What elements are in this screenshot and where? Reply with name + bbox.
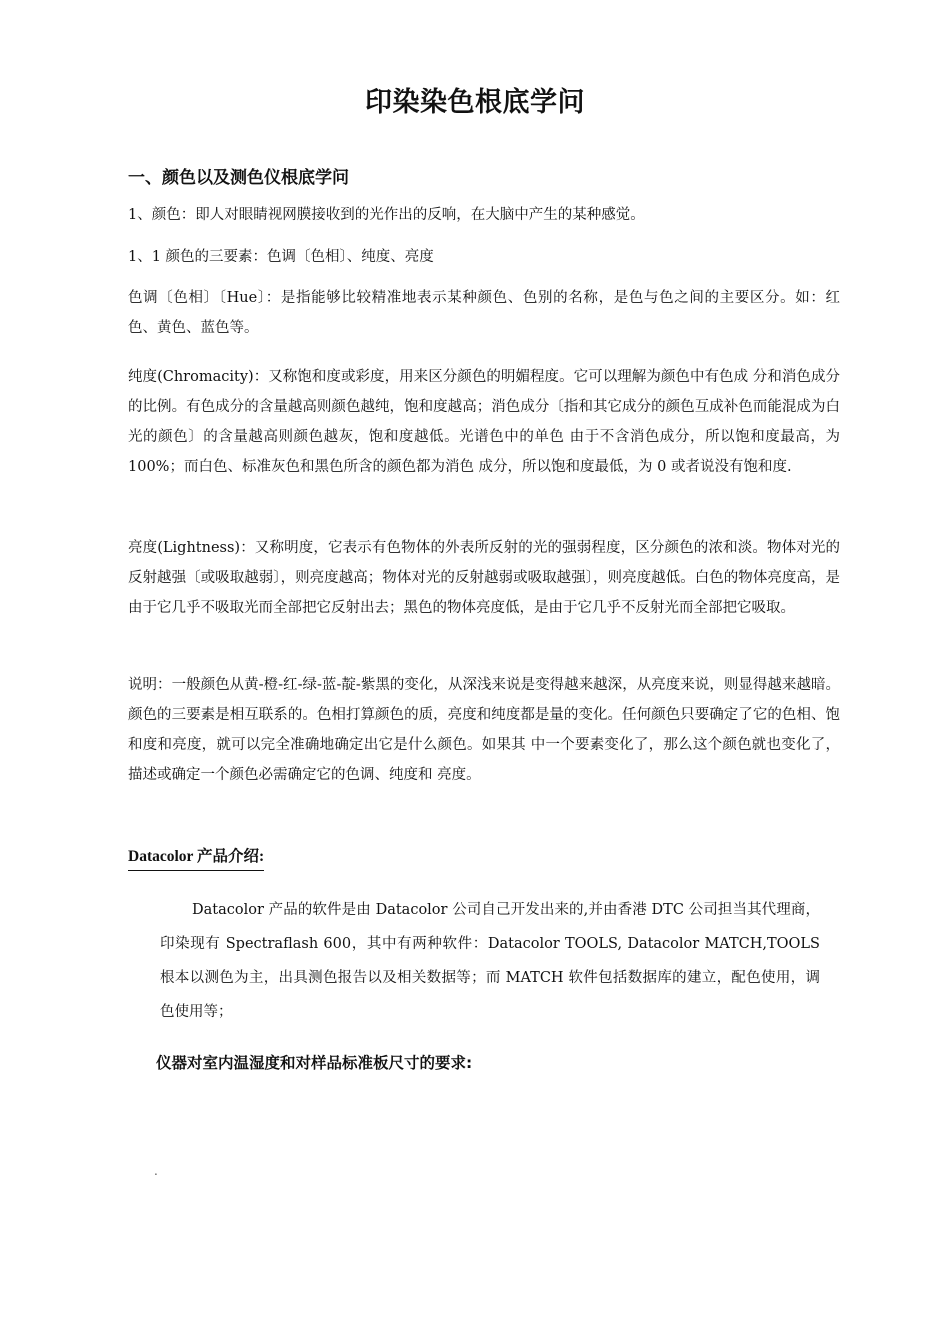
- paragraph-hue: 色调〔色相〕〔Hue〕：是指能够比较精准地表示某种颜色、色别的名称，是色与色之间的主要区分。如：红色、黄色、蓝色等。: [128, 290, 840, 336]
- paragraph-lightness: 亮度(Lightness)：又称明度，它表示有色物体的外表所反射的光的强弱程度，区分颜色的浓和淡。物体对光的反射越强〔或吸取越弱〕，则亮度越高；物体对光的反射越弱或吸取越强〕，则亮度越低。白色的物体亮度高，是由于它几乎不吸取光而全部把它反射出去；黑色的物体亮度低，是由于它几乎不反射光而全部把它吸取。: [128, 540, 840, 616]
- paragraph-chromacity: 纯度(Chromacity)：又称饱和度或彩度，用来区分颜色的明媚程度。它可以理解为颜色中有色成 分和消色成分的比例。有色成分的含量越高则颜色越纯，饱和度越高；消色成分〔指和其它成分的颜色互成补色而能混成为白光的颜色〕的含量越高则颜色越灰，饱和度越低。光谱色中的单色 由于不含消色成分，所以饱和度最高，为 100%；而白色、标准灰色和黑色所含的颜色都为消色 成分，所以饱和度最低，为 0 或者说没有饱和度.: [128, 369, 840, 475]
- footer-mark: .: [154, 1164, 158, 1178]
- paragraph-three-elements: 1、1 颜色的三要素：色调〔色相〕、纯度、亮度: [128, 249, 434, 265]
- paragraph-color-definition: 1、颜色：即人对眼睛视网膜接收到的光作出的反响，在大脑中产生的某种感觉。: [128, 207, 645, 223]
- paragraph-note: 说明：一般颜色从黄-橙-红-绿-蓝-靛-紫黑的变化，从深浅来说是变得越来越深，从亮度来说，则显得越来越暗。颜色的三要素是相互联系的。色相打算颜色的质，亮度和纯度都是量的变化。任何颜色只要确定了它的色相、饱和度和亮度，就可以完全准确地确定出它是什么颜色。如果其 中一个要素变化了，那么这个颜色就也变化了，描述或确定一个颜色必需确定它的色调、纯度和 亮度。: [128, 677, 840, 783]
- datacolor-heading: Datacolor 产品介绍:: [128, 846, 264, 871]
- section-heading-color-basics: 一、颜色以及测色仪根底学问: [128, 168, 349, 188]
- datacolor-intro: Datacolor 产品的软件是由 Datacolor 公司自己开发出来的,并由香港 DTC 公司担当其代理商，印染现有 Spectraflash 600，其中有两种软件：Datacolor TOOLS, Datacolor MATCH,TOOLS 根本以测色为主，出具测色报告以及相关数据等；而 MATCH 软件包括数据库的建立，配色使用，调色使用等；: [160, 902, 820, 1020]
- document-title: 印染染色根底学问: [365, 87, 585, 118]
- requirements-heading: 仪器对室内温湿度和对样品标准板尺寸的要求:: [156, 1054, 473, 1072]
